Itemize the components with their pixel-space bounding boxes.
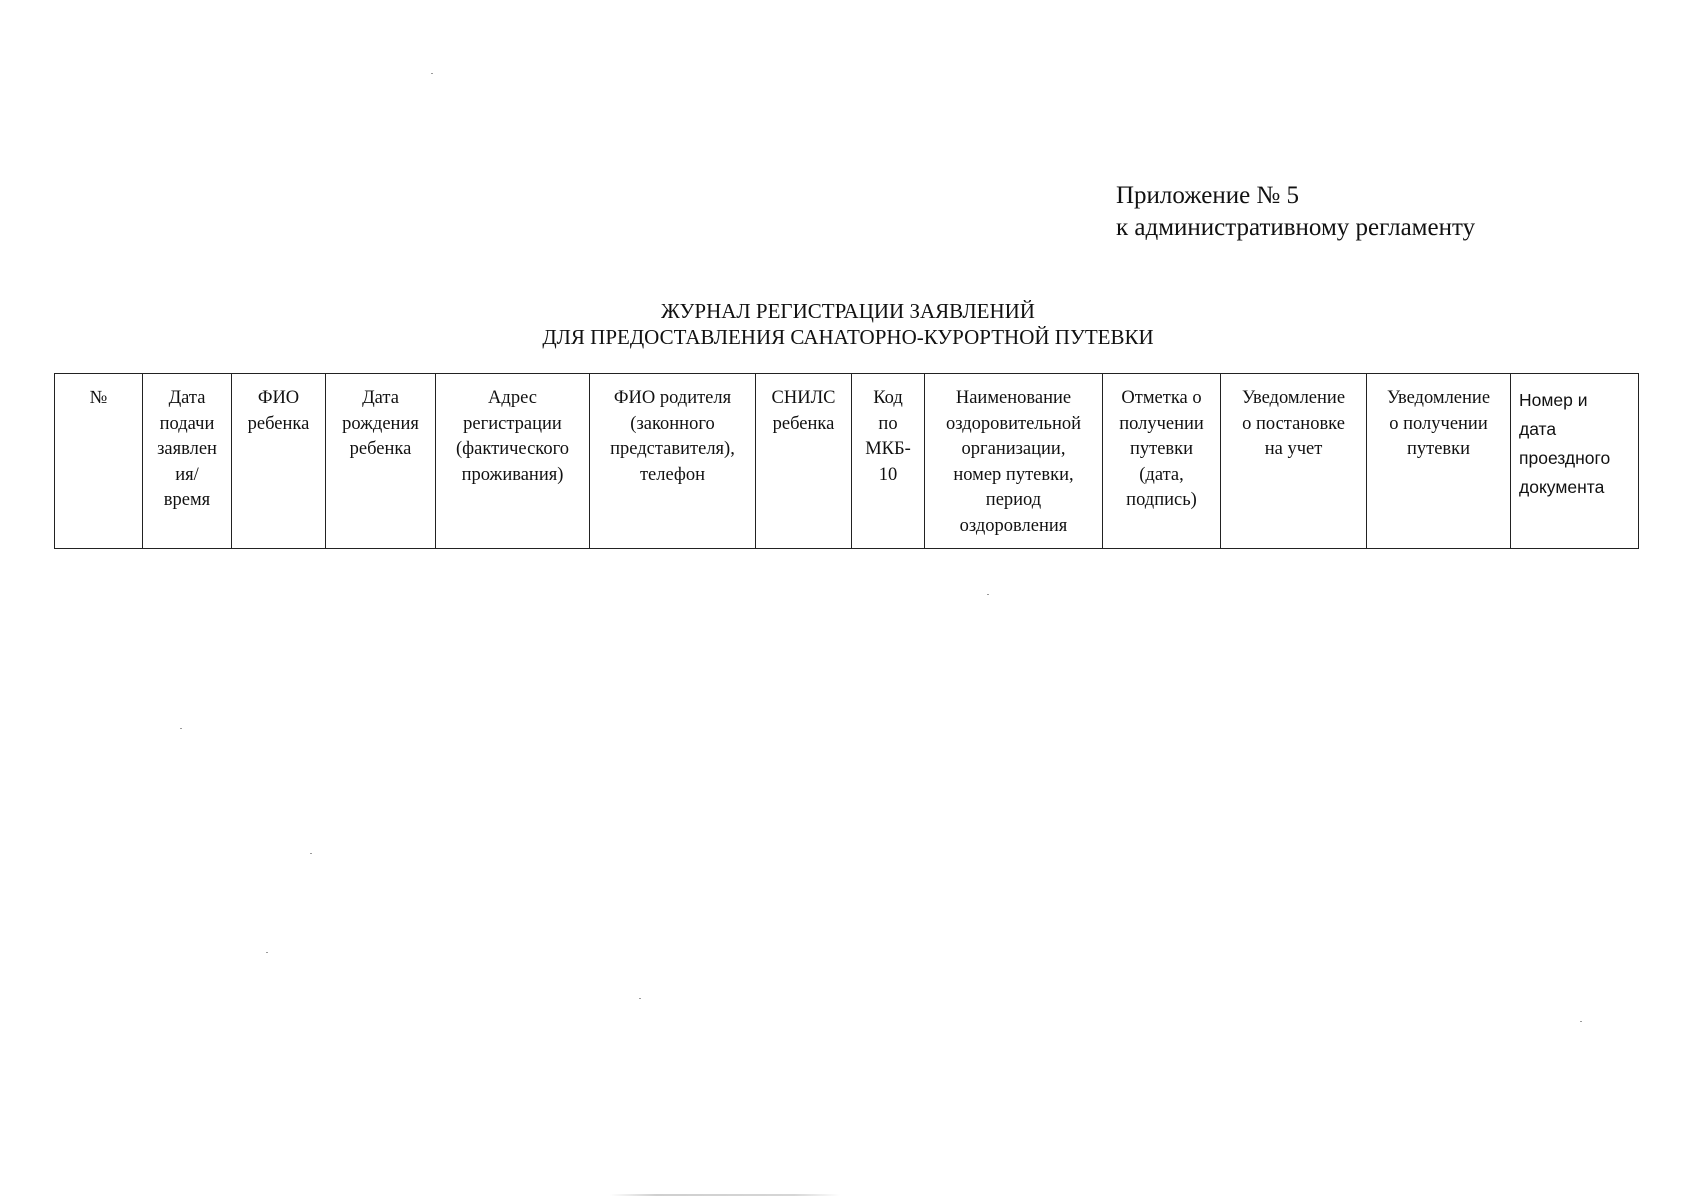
- header-line: регистрации: [463, 413, 562, 434]
- header-line: время: [163, 490, 211, 510]
- header-line: о постановке: [1242, 413, 1345, 434]
- header-line: период: [985, 490, 1042, 510]
- scan-artifact: [610, 1194, 840, 1196]
- header-line: ребенка: [772, 413, 835, 434]
- column-header: [1367, 374, 1511, 549]
- column-header: [55, 374, 143, 549]
- header-line: представителя),: [610, 439, 735, 459]
- column-header: [925, 374, 1103, 549]
- header-line: Номер и: [1519, 390, 1588, 410]
- scan-speck: [180, 728, 182, 729]
- header-line: на учет: [1264, 439, 1323, 459]
- header-line: заявлен: [157, 439, 217, 459]
- header-line: Уведомление: [1241, 388, 1346, 408]
- header-line: оздоровительной: [945, 413, 1082, 434]
- header-line: 10: [878, 464, 898, 485]
- header-line: Наименование: [955, 388, 1072, 408]
- header-line: ребенка: [349, 439, 412, 459]
- header-line: (законного: [630, 413, 715, 434]
- column-header: [1221, 374, 1367, 549]
- table-header-row: [55, 374, 1639, 549]
- scan-speck: [639, 998, 641, 999]
- scan-speck: [266, 952, 268, 953]
- column-header: [326, 374, 436, 549]
- scan-speck: [431, 73, 433, 74]
- header-line: Уведомление: [1386, 388, 1491, 408]
- column-header: [756, 374, 852, 549]
- scan-speck: [1580, 1021, 1582, 1022]
- header-line: получении: [1119, 413, 1204, 434]
- header-line: рождения: [342, 413, 419, 434]
- header-line: Дата: [168, 388, 206, 408]
- header-line: оздоровления: [959, 515, 1068, 536]
- header-line: ребенка: [247, 413, 310, 434]
- document-title-line-1: ЖУРНАЛ РЕГИСТРАЦИИ ЗАЯВЛЕНИЙ: [661, 299, 1035, 323]
- header-line: телефон: [639, 464, 706, 485]
- header-line: №: [89, 388, 108, 408]
- header-line: о получении: [1389, 413, 1488, 434]
- column-header: [232, 374, 326, 549]
- column-header: [852, 374, 925, 549]
- header-line: ФИО: [257, 388, 300, 408]
- header-line: ФИО родителя: [613, 388, 732, 408]
- header-line: подачи: [159, 413, 215, 434]
- appendix-regulation: к административному регламенту: [1116, 214, 1476, 241]
- header-line: Отметка о: [1121, 388, 1202, 408]
- column-header: [1511, 374, 1639, 549]
- column-header: [590, 374, 756, 549]
- header-line: (фактического: [456, 439, 569, 459]
- scan-speck: [310, 853, 312, 854]
- document-title-line-2: ДЛЯ ПРЕДОСТАВЛЕНИЯ САНАТОРНО-КУРОРТНОЙ ПУТЕВКИ: [542, 325, 1154, 349]
- scan-speck: [987, 594, 989, 595]
- column-header: [143, 374, 232, 549]
- header-line: документа: [1519, 477, 1605, 497]
- header-line: проживания): [461, 464, 564, 485]
- column-header: [436, 374, 590, 549]
- header-line: подпись): [1126, 490, 1197, 510]
- header-line: (дата,: [1139, 464, 1184, 485]
- header-line: номер путевки,: [953, 464, 1074, 485]
- registration-journal-table: [54, 373, 1639, 549]
- header-line: организации,: [961, 439, 1066, 459]
- header-line: ия/: [175, 464, 199, 485]
- header-line: путевки: [1129, 439, 1194, 459]
- header-line: Дата: [362, 388, 399, 408]
- header-line: СНИЛС: [771, 388, 836, 408]
- appendix-number: Приложение № 5: [1116, 182, 1300, 209]
- document-title: [0, 298, 1696, 350]
- appendix-reference: [1116, 180, 1475, 244]
- header-line: Код: [873, 388, 903, 408]
- column-header: [1103, 374, 1221, 549]
- header-line: дата: [1519, 419, 1557, 439]
- header-line: путевки: [1406, 439, 1471, 459]
- header-line: МКБ-: [865, 439, 911, 459]
- header-line: проездного: [1519, 448, 1611, 468]
- header-line: по: [878, 413, 898, 434]
- header-line: Адрес: [488, 388, 537, 408]
